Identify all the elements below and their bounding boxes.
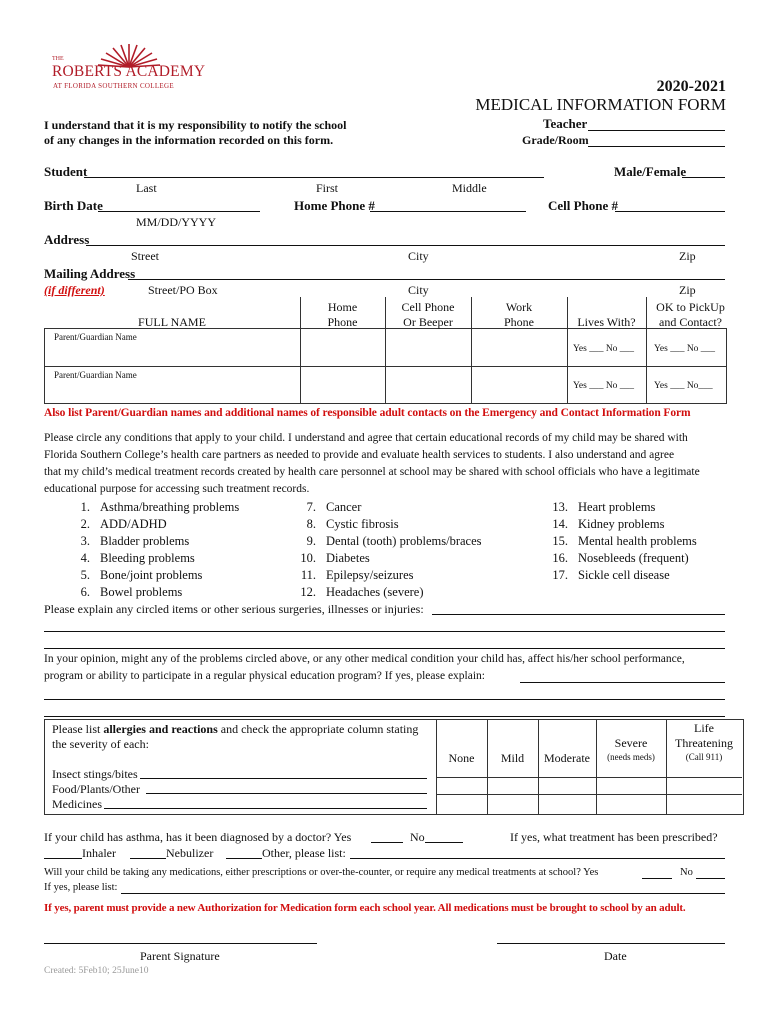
col-none: None — [448, 751, 475, 765]
birth-date-field[interactable] — [98, 211, 260, 212]
list-item[interactable]: 1. Asthma/breathing problems — [80, 500, 240, 514]
logo-small-text: THE — [52, 56, 64, 62]
list-item[interactable]: 8. Cystic fibrosis — [306, 517, 399, 531]
allergy-item-label: Insect stings/bites — [52, 767, 138, 781]
list-item[interactable]: 9. Dental (tooth) problems/braces — [306, 534, 482, 548]
col-severe: Severe — [614, 736, 648, 750]
birth-date-label: Birth Date — [44, 198, 103, 213]
conditions-intro-1: Please circle any conditions that apply to your child. I understand and agree that certain educational records of my child may be shared with — [44, 432, 688, 444]
school-logo — [52, 42, 227, 94]
col-ok-1: OK to PickUp — [656, 300, 725, 314]
explain-field-1[interactable] — [432, 614, 725, 615]
gender-field[interactable] — [682, 177, 725, 178]
opinion-field-3[interactable] — [44, 716, 725, 717]
conditions-intro-3: that my child’s medical treatment records created by health care personnel at school may be shared with school officials who have a legitimate — [44, 466, 700, 478]
allergy-item-field[interactable] — [104, 808, 427, 809]
address-field[interactable] — [86, 245, 725, 246]
opinion-line-1: In your opinion, might any of the problems circled above, or any other medical condition your child has, affect his/her school performance, — [44, 653, 685, 665]
date-field[interactable] — [497, 943, 725, 944]
logo-name: ROBERTS ACADEMY — [52, 63, 206, 80]
list-item[interactable]: 4. Bleeding problems — [80, 551, 195, 565]
cell-phone-label: Cell Phone # — [548, 198, 619, 213]
list-item[interactable]: 16. Nosebleeds (frequent) — [552, 551, 689, 565]
ok-contact-choice[interactable]: Yes ___ No ___ — [654, 344, 716, 354]
allergy-item-label: Medicines — [52, 797, 102, 811]
street-caption: Street — [131, 249, 159, 263]
middle-caption: Middle — [452, 181, 487, 195]
asthma-no-field[interactable] — [425, 842, 463, 843]
medication-note: If yes, parent must provide a new Authorization for Medication form each school year. All medications must be brought to school by an adult. — [44, 902, 686, 914]
opinion-line-2: program or ability to participate in a regular physical education program? If yes, please explain: — [44, 670, 485, 682]
list-item[interactable]: 6. Bowel problems — [80, 585, 183, 599]
city-caption: City — [408, 249, 429, 263]
zip-caption: Zip — [679, 249, 696, 263]
mailing-address-field[interactable] — [128, 279, 725, 280]
date-label: Date — [604, 949, 627, 963]
col-work-1: Work — [505, 300, 533, 314]
home-phone-label: Home Phone # — [294, 198, 375, 213]
list-item[interactable]: 15. Mental health problems — [552, 534, 697, 548]
allergy-intro: Please list allergies and reactions and check the appropriate column stating — [52, 722, 419, 736]
gender-label: Male/Female — [614, 164, 687, 179]
asthma-yes-field[interactable] — [371, 842, 403, 843]
form-title: MEDICAL INFORMATION FORM — [475, 95, 726, 114]
list-item[interactable]: 11. Epilepsy/seizures — [300, 568, 414, 582]
medication-list-field[interactable] — [121, 893, 725, 894]
list-item[interactable]: 2. ADD/ADHD — [80, 517, 167, 531]
list-item[interactable]: 5. Bone/joint problems — [80, 568, 203, 582]
allergy-item-field[interactable] — [146, 793, 427, 794]
list-item[interactable]: 12. Headaches (severe) — [300, 585, 424, 599]
student-name-field[interactable] — [84, 177, 544, 178]
list-item[interactable]: 3. Bladder problems — [80, 534, 190, 548]
other-list-field[interactable] — [350, 858, 725, 859]
medication-list-label: If yes, please list: — [44, 882, 118, 893]
grade-label: Grade/Room — [522, 133, 589, 147]
medication-question: Will your child be taking any medications, either prescriptions or over-the-counter, or require any medical treatments at school? Yes — [44, 867, 599, 878]
list-item[interactable]: 13. Heart problems — [552, 500, 656, 514]
teacher-field[interactable] — [588, 130, 725, 131]
first-caption: First — [316, 181, 339, 195]
address-label: Address — [44, 232, 90, 247]
mailing-address-label: Mailing Address — [44, 266, 136, 281]
col-severe-sub: (needs meds) — [607, 752, 655, 762]
explain-field-2[interactable] — [44, 631, 725, 632]
other-field[interactable] — [226, 858, 262, 859]
inhaler-field[interactable] — [44, 858, 82, 859]
other-label: Other, please list: — [262, 846, 346, 860]
nebulizer-field[interactable] — [130, 858, 166, 859]
allergy-item-field[interactable] — [140, 778, 427, 779]
zip2-caption: Zip — [679, 283, 696, 297]
allergy-intro-2: the severity of each: — [52, 737, 149, 751]
last-caption: Last — [136, 181, 157, 195]
lives-with-choice[interactable]: Yes ___ No ___ — [573, 344, 635, 354]
conditions-intro-4: educational purpose for accessing such treatment records. — [44, 483, 310, 495]
if-different-note: (if different) — [44, 283, 105, 297]
city2-caption: City — [408, 283, 429, 297]
grade-field[interactable] — [588, 146, 725, 147]
list-item[interactable]: 17. Sickle cell disease — [552, 568, 670, 582]
parent-signature-field[interactable] — [44, 943, 317, 944]
teacher-label: Teacher — [543, 116, 588, 131]
list-item[interactable]: 14. Kidney problems — [552, 517, 665, 531]
notice-line-2: of any changes in the information recorded on this form. — [44, 133, 334, 147]
list-item[interactable]: 10. Diabetes — [300, 551, 370, 565]
student-label: Student — [44, 164, 88, 179]
col-ok-2: and Contact? — [659, 315, 722, 329]
asthma-question: If your child has asthma, has it been diagnosed by a doctor? Yes — [44, 830, 352, 844]
inhaler-label: Inhaler — [82, 846, 116, 860]
form-year: 2020-2021 — [656, 78, 726, 95]
col-cell-1: Cell Phone — [401, 300, 455, 314]
conditions-intro-2: Florida Southern College’s health care partners as needed to provide and evaluate health services to students. I also understand and agree — [44, 449, 675, 461]
created-note: Created: 5Feb10; 25June10 — [44, 966, 149, 976]
nebulizer-label: Nebulizer — [166, 846, 214, 860]
col-lives-with: Lives With? — [577, 315, 636, 329]
col-full-name: FULL NAME — [138, 315, 206, 329]
list-item[interactable]: 7. Cancer — [306, 500, 362, 514]
col-moderate: Moderate — [544, 751, 590, 765]
medication-no-label: No — [680, 867, 693, 878]
explain-field-3[interactable] — [44, 648, 725, 649]
col-life-1: Life — [694, 721, 714, 735]
cell-phone-field[interactable] — [615, 211, 725, 212]
allergy-item-label: Food/Plants/Other — [52, 782, 141, 796]
medication-yes-field[interactable] — [642, 878, 672, 879]
col-home-phone-2: Phone — [327, 315, 358, 329]
ok-contact-choice[interactable]: Yes ___ No___ — [654, 381, 713, 391]
date-format-caption: MM/DD/YYYY — [136, 215, 217, 229]
guardian-name-label: Parent/Guardian Name — [54, 332, 137, 342]
guardian-name-label: Parent/Guardian Name — [54, 370, 137, 380]
col-cell-2: Or Beeper — [403, 315, 453, 329]
col-home-phone-1: Home — [327, 300, 358, 314]
col-life-2: Threatening — [675, 736, 733, 750]
col-life-sub: (Call 911) — [685, 752, 723, 762]
opinion-field-2[interactable] — [44, 699, 725, 700]
lives-with-choice[interactable]: Yes ___ No ___ — [573, 381, 635, 391]
notice-line-1: I understand that it is my responsibility to notify the school — [44, 118, 347, 132]
opinion-field-1[interactable] — [520, 682, 725, 683]
emergency-note: Also list Parent/Guardian names and additional names of responsible adult contacts on the Emergency and Contact Information Form — [44, 407, 691, 419]
street-po-caption: Street/PO Box — [148, 283, 218, 297]
explain-label: Please explain any circled items or other serious surgeries, illnesses or injuries: — [44, 602, 424, 616]
home-phone-field[interactable] — [370, 211, 526, 212]
logo-sub: AT FLORIDA SOUTHERN COLLEGE — [53, 82, 174, 90]
asthma-no-label: No — [410, 830, 425, 844]
parent-signature-label: Parent Signature — [140, 949, 220, 963]
col-mild: Mild — [500, 751, 525, 765]
treatment-question: If yes, what treatment has been prescribed? — [510, 830, 718, 844]
col-work-2: Phone — [504, 315, 534, 329]
medication-no-field[interactable] — [696, 878, 725, 879]
